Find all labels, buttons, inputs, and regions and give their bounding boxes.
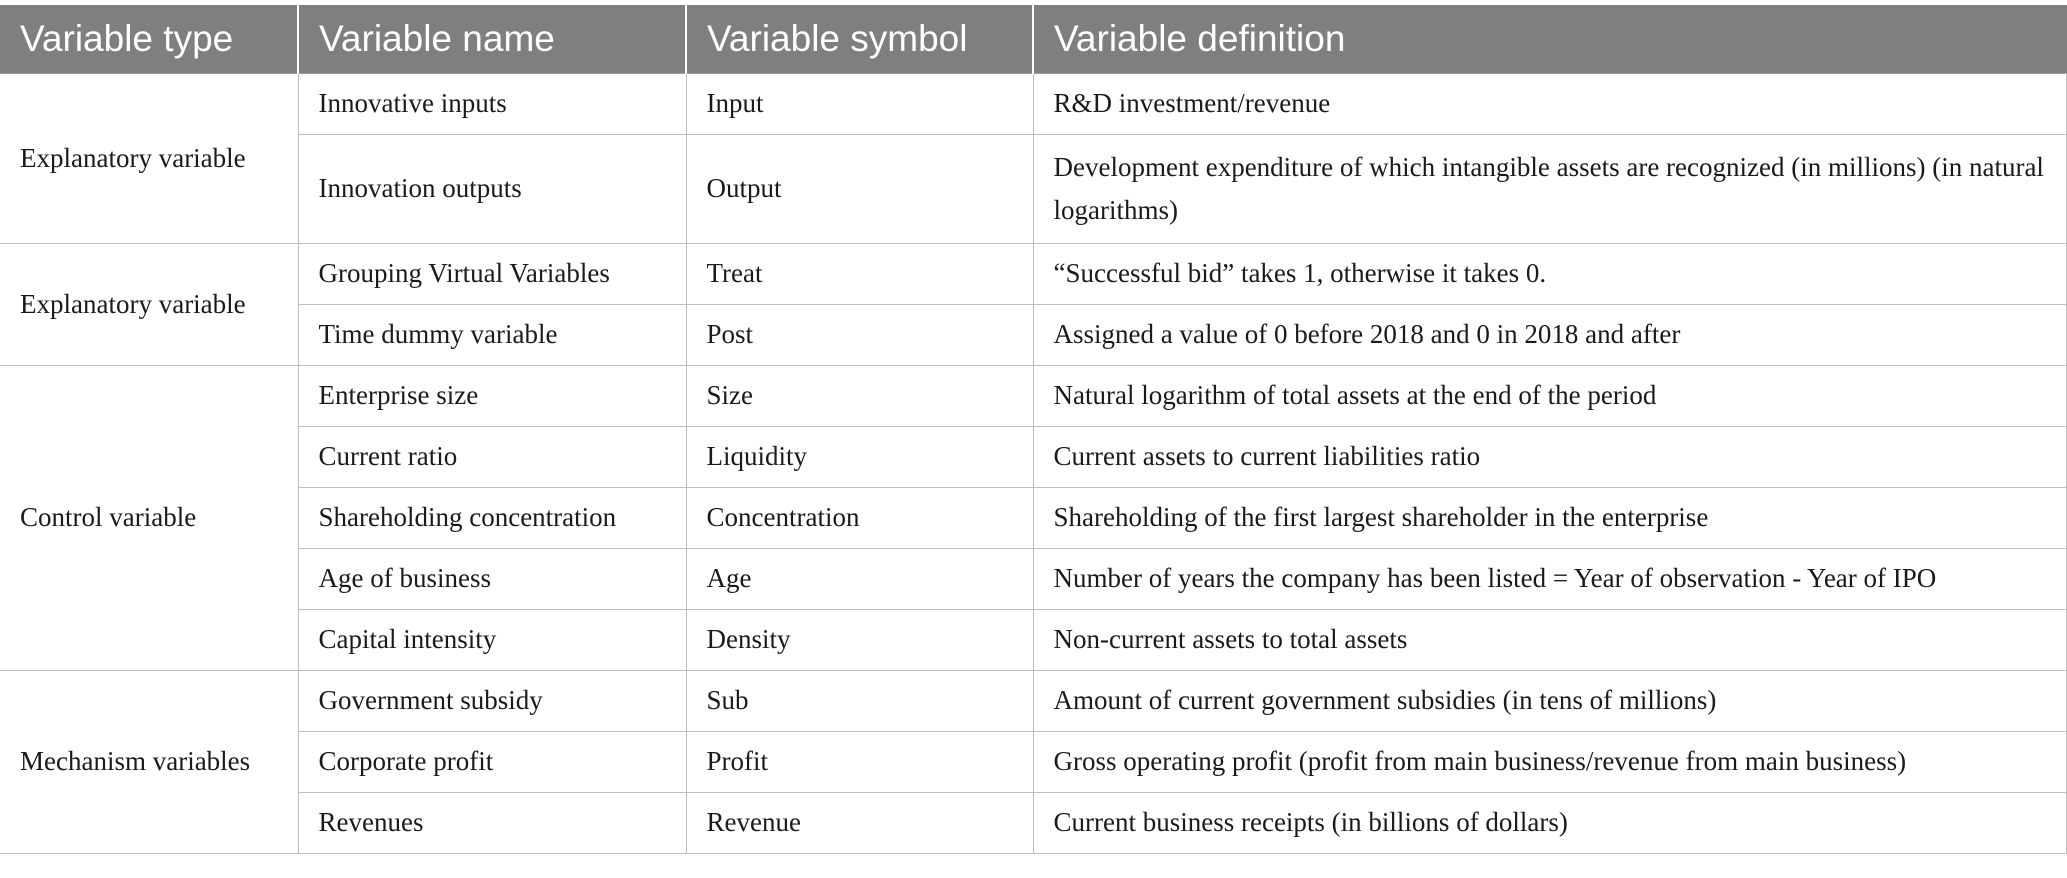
variable-symbol-cell: Sub — [686, 671, 1033, 732]
variable-definition-cell: Development expenditure of which intangible assets are recognized (in millions) (in natural logarithms) — [1033, 135, 2067, 244]
variable-name-cell: Government subsidy — [298, 671, 686, 732]
variable-definition-cell: Gross operating profit (profit from main business/revenue from main business) — [1033, 732, 2067, 793]
header-variable-type: Variable type — [0, 5, 298, 74]
table-header — [0, 5, 2067, 74]
table-row — [0, 366, 2067, 427]
variables-table-container — [0, 5, 2067, 854]
table-row — [0, 74, 2067, 135]
variable-symbol-cell: Profit — [686, 732, 1033, 793]
table-row — [0, 488, 2067, 549]
variable-symbol-cell: Size — [686, 366, 1033, 427]
variable-type-cell: Explanatory variable — [0, 244, 298, 366]
variable-symbol-cell: Liquidity — [686, 427, 1033, 488]
variable-symbol-cell: Output — [686, 135, 1033, 244]
variable-name-cell: Innovation outputs — [298, 135, 686, 244]
table-row — [0, 610, 2067, 671]
variable-definition-cell: Amount of current government subsidies (in tens of millions) — [1033, 671, 2067, 732]
variable-definition-cell: Number of years the company has been listed = Year of observation - Year of IPO — [1033, 549, 2067, 610]
variable-name-cell: Age of business — [298, 549, 686, 610]
variable-definition-cell: Shareholding of the first largest shareholder in the enterprise — [1033, 488, 2067, 549]
variable-definition-cell: “Successful bid” takes 1, otherwise it takes 0. — [1033, 244, 2067, 305]
variable-type-cell: Control variable — [0, 366, 298, 671]
variable-definition-cell: R&D investment/revenue — [1033, 74, 2067, 135]
variables-table — [0, 5, 2067, 854]
table-row — [0, 732, 2067, 793]
variable-symbol-cell: Density — [686, 610, 1033, 671]
variable-type-cell: Mechanism variables — [0, 671, 298, 854]
variable-name-cell: Time dummy variable — [298, 305, 686, 366]
variable-name-cell: Enterprise size — [298, 366, 686, 427]
table-row — [0, 135, 2067, 244]
header-variable-name: Variable name — [298, 5, 686, 74]
header-variable-definition: Variable definition — [1033, 5, 2067, 74]
variable-name-cell: Innovative inputs — [298, 74, 686, 135]
header-variable-symbol: Variable symbol — [686, 5, 1033, 74]
variable-name-cell: Corporate profit — [298, 732, 686, 793]
table-row — [0, 671, 2067, 732]
table-row — [0, 244, 2067, 305]
variable-name-cell: Shareholding concentration — [298, 488, 686, 549]
variable-name-cell: Capital intensity — [298, 610, 686, 671]
variable-name-cell: Current ratio — [298, 427, 686, 488]
variable-symbol-cell: Age — [686, 549, 1033, 610]
variable-definition-cell: Current assets to current liabilities ratio — [1033, 427, 2067, 488]
variable-name-cell: Grouping Virtual Variables — [298, 244, 686, 305]
variable-symbol-cell: Concentration — [686, 488, 1033, 549]
variable-symbol-cell: Post — [686, 305, 1033, 366]
variable-symbol-cell: Input — [686, 74, 1033, 135]
variable-name-cell: Revenues — [298, 793, 686, 854]
variable-symbol-cell: Treat — [686, 244, 1033, 305]
variable-definition-cell: Natural logarithm of total assets at the end of the period — [1033, 366, 2067, 427]
table-body — [0, 74, 2067, 854]
table-row — [0, 427, 2067, 488]
table-row — [0, 305, 2067, 366]
table-row — [0, 549, 2067, 610]
variable-definition-cell: Non-current assets to total assets — [1033, 610, 2067, 671]
header-row — [0, 5, 2067, 74]
variable-symbol-cell: Revenue — [686, 793, 1033, 854]
variable-definition-cell: Assigned a value of 0 before 2018 and 0 in 2018 and after — [1033, 305, 2067, 366]
variable-definition-cell: Current business receipts (in billions of dollars) — [1033, 793, 2067, 854]
table-row — [0, 793, 2067, 854]
variable-type-cell: Explanatory variable — [0, 74, 298, 244]
